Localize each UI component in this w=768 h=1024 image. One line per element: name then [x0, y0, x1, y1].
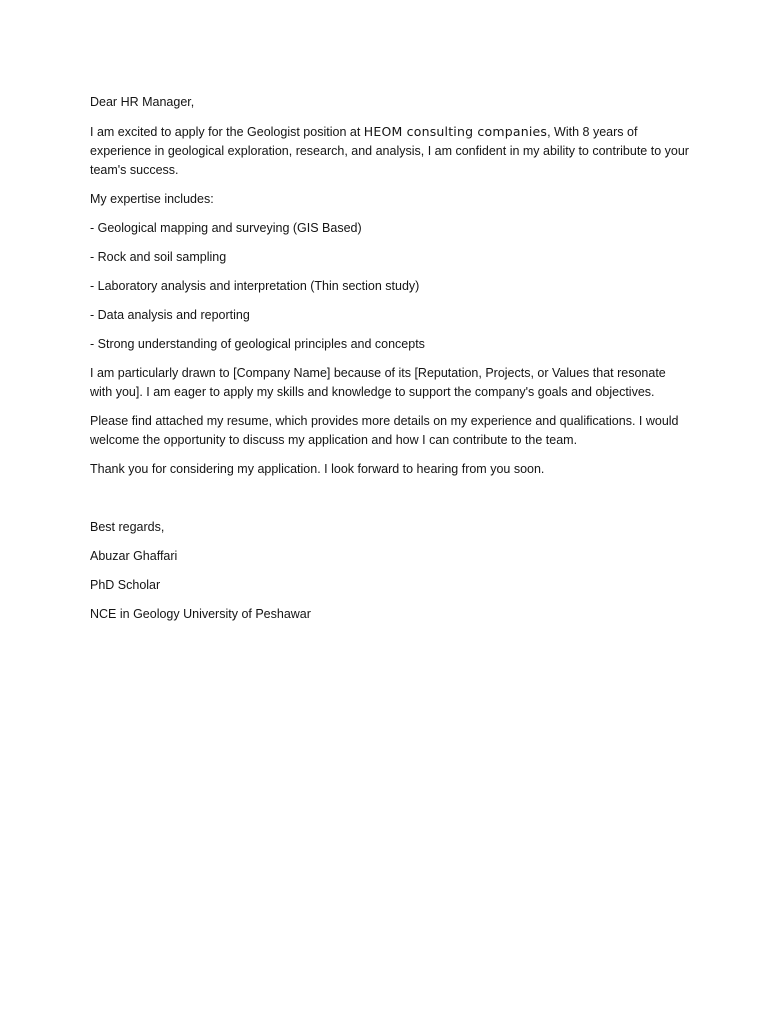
- intro-text-start: I am excited to apply for the Geologist position at: [90, 125, 364, 139]
- intro-text-end: , With 8 years of experience in geological exploration, research, and analysis, I am confident in my ability to contribute to your team's success.: [90, 125, 689, 177]
- thanks-paragraph: Thank you for considering my application. I look forward to hearing from you soon.: [90, 462, 545, 476]
- signature-affiliation: NCE in Geology University of Peshawar: [90, 607, 311, 621]
- company-name: HEOM consulting companies: [363, 124, 548, 139]
- blank-line: [90, 489, 690, 518]
- signature-name: Abuzar Ghaffari: [90, 549, 178, 563]
- signature-title: PhD Scholar: [90, 578, 161, 592]
- expertise-heading: My expertise includes:: [90, 192, 214, 206]
- cover-letter: [90, 93, 690, 634]
- closing: Best regards,: [90, 520, 165, 534]
- resume-paragraph: Please find attached my resume, which provides more details on my experience and qualifications. I would welcome the opportunity to discuss my application and how I can contribute to the team.: [90, 414, 679, 447]
- expertise-item-principles: - Strong understanding of geological principles and concepts: [90, 337, 425, 351]
- intro-paragraph: [90, 122, 690, 180]
- expertise-item-gis: - Geological mapping and surveying (GIS Based): [90, 221, 362, 235]
- expertise-item-data-analysis: - Data analysis and reporting: [90, 308, 250, 322]
- company-interest-paragraph: I am particularly drawn to [Company Name] because of its [Reputation, Projects, or Values that resonate with you]. I am eager to apply my skills and knowledge to support the company's goals and objectives.: [90, 366, 666, 399]
- expertise-item-sampling: - Rock and soil sampling: [90, 250, 227, 264]
- expertise-item-laboratory: - Laboratory analysis and interpretation (Thin section study): [90, 279, 420, 293]
- salutation: Dear HR Manager,: [90, 95, 195, 109]
